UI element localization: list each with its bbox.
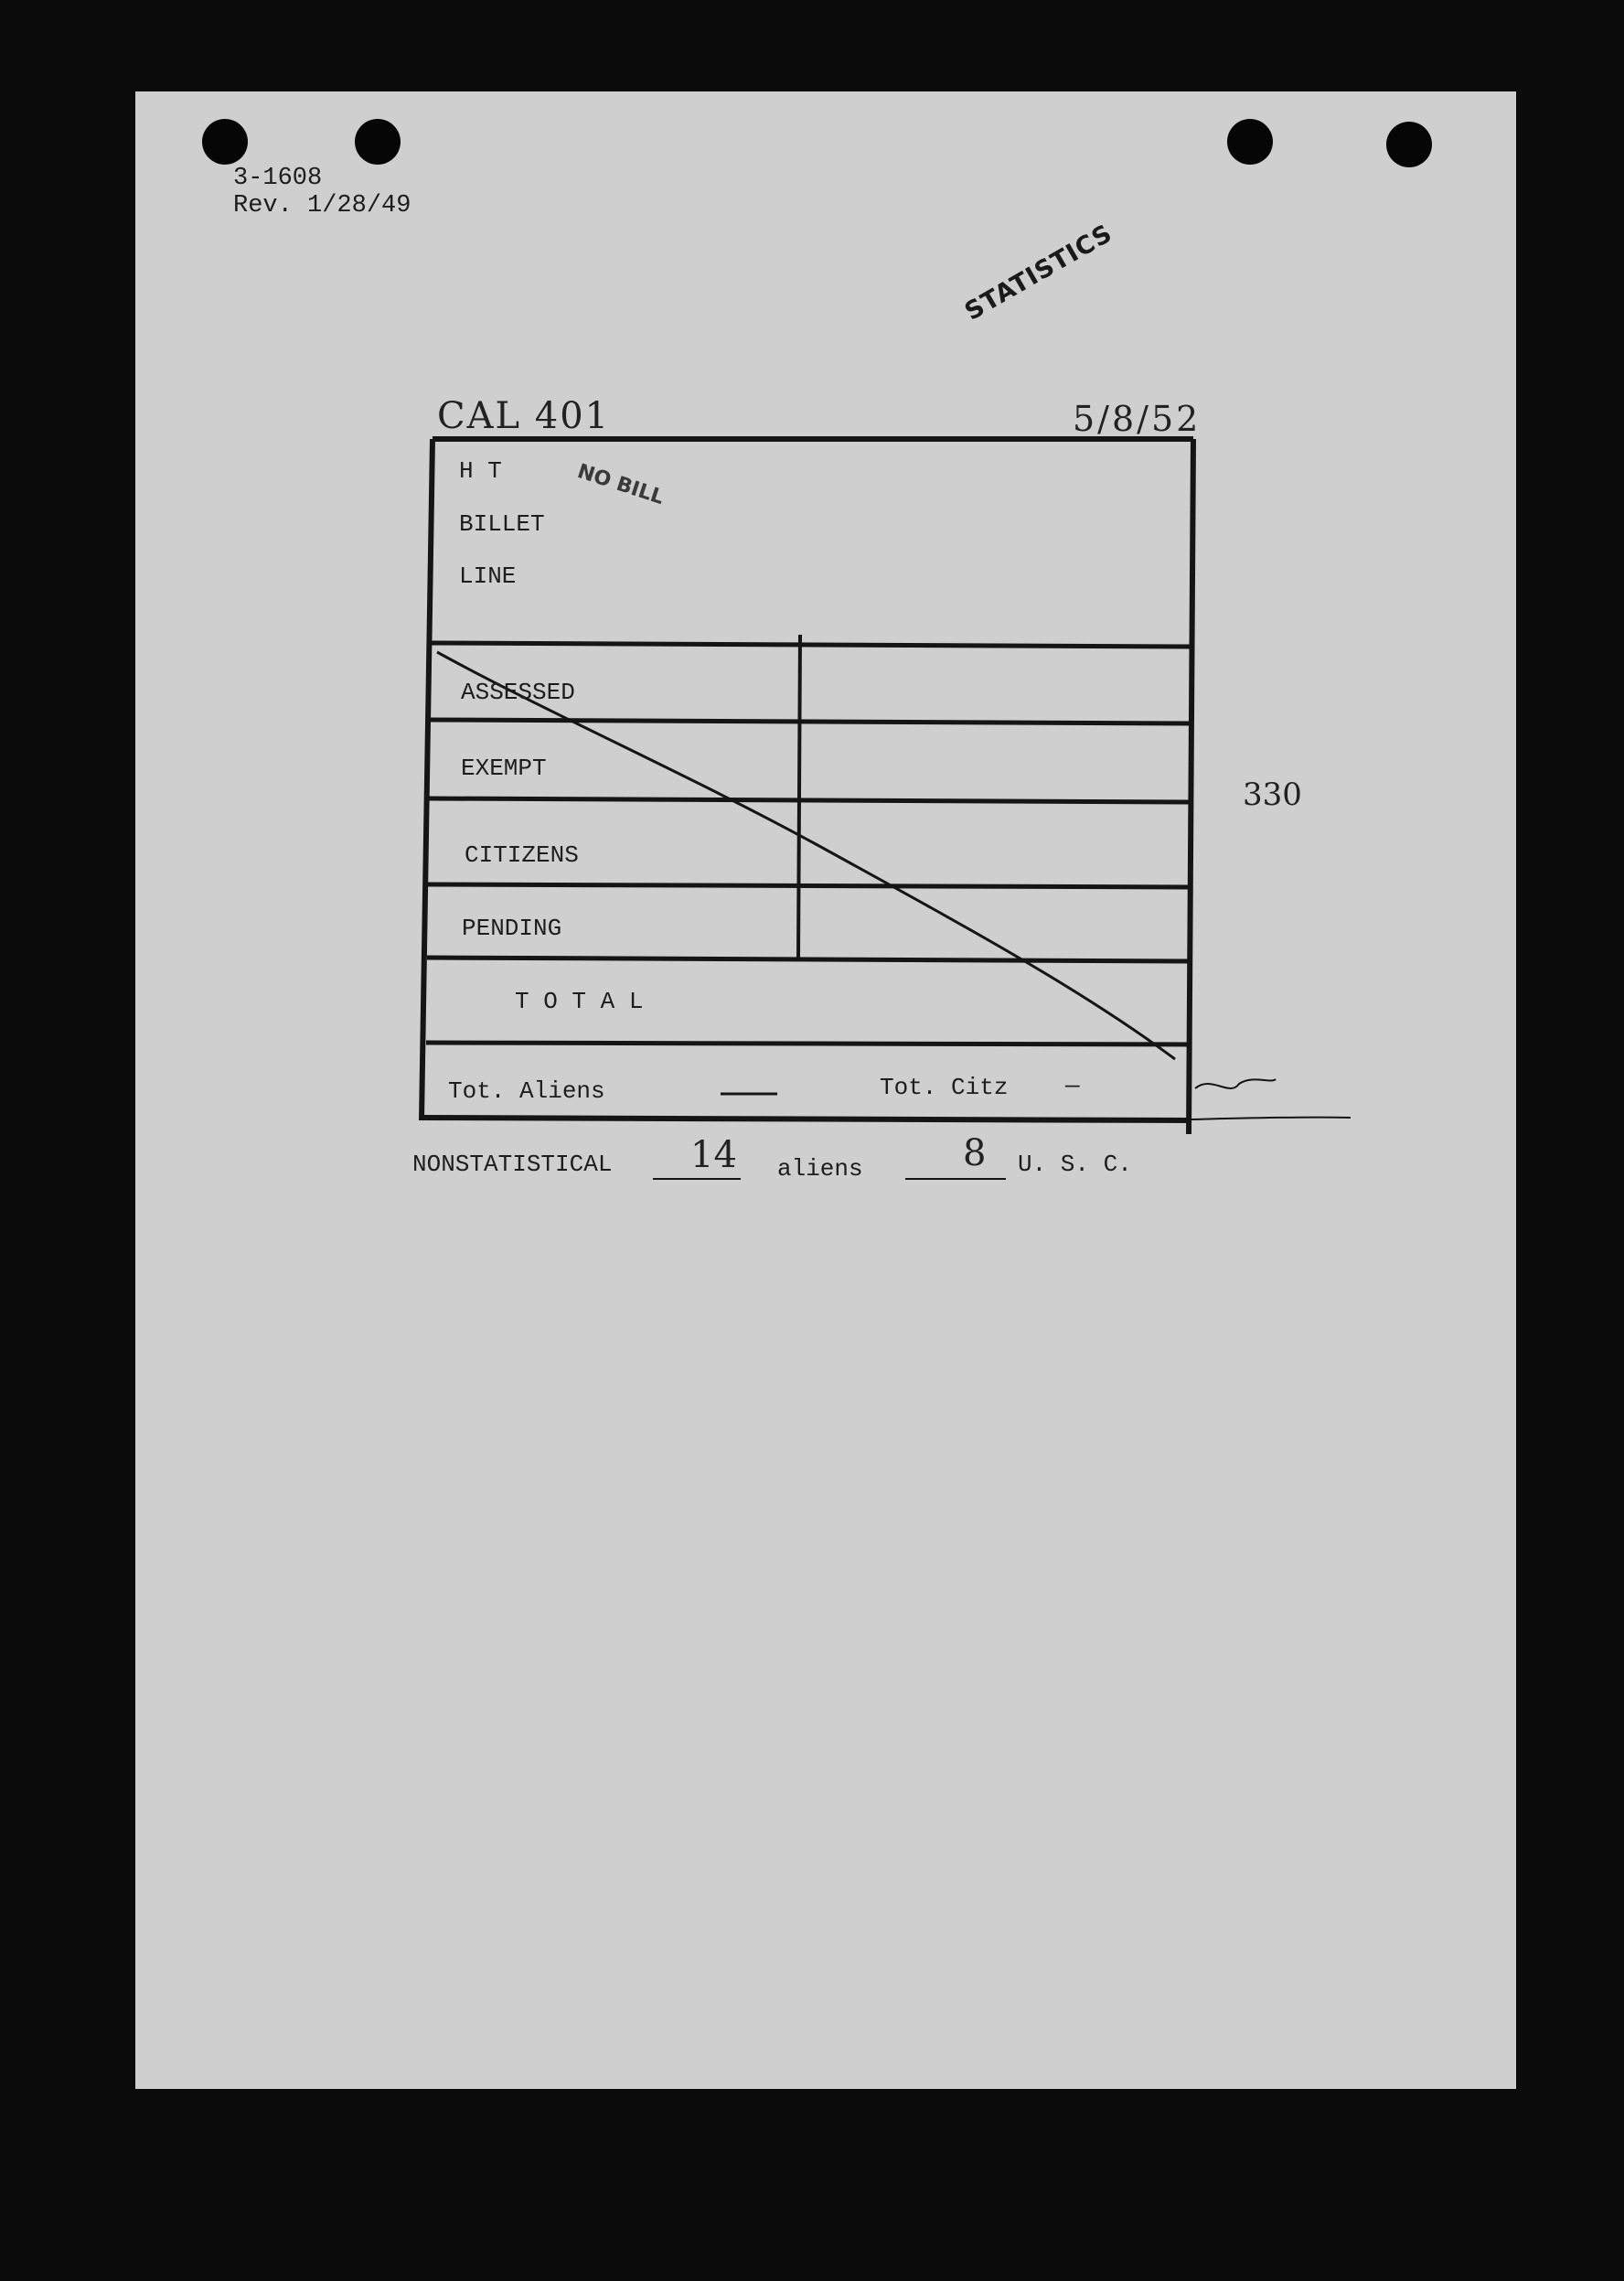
punch-hole-1 bbox=[202, 119, 248, 165]
usc-count: 8 bbox=[963, 1132, 987, 1174]
form-row-exempt: EXEMPT bbox=[461, 755, 547, 782]
statistics-stamp: STATISTICS bbox=[960, 219, 1117, 327]
form-row-ht: H T bbox=[459, 457, 502, 485]
punch-hole-4 bbox=[1386, 122, 1432, 167]
ship-code: CAL 401 bbox=[437, 395, 611, 437]
form-row-citizens: CITIZENS bbox=[465, 841, 579, 869]
aliens-label: aliens bbox=[777, 1155, 863, 1183]
punch-hole-2 bbox=[355, 119, 401, 165]
no-bill-stamp: NO BILL bbox=[574, 460, 667, 509]
form-row-billet: BILLET bbox=[459, 510, 545, 538]
handwritten-date: 5/8/52 bbox=[1073, 399, 1202, 439]
document-page bbox=[135, 91, 1516, 2089]
nonstatistical-label: NONSTATISTICAL bbox=[412, 1151, 613, 1178]
form-revision: Rev. 1/28/49 bbox=[233, 192, 411, 220]
form-row-total: T O T A L bbox=[515, 988, 644, 1015]
usc-label: U. S. C. bbox=[1018, 1151, 1132, 1178]
tot-citz-value: — bbox=[1065, 1072, 1080, 1099]
form-number: 3-1608 bbox=[233, 165, 323, 192]
punch-hole-3 bbox=[1227, 119, 1273, 165]
form-row-pending: PENDING bbox=[462, 915, 562, 942]
margin-number: 330 bbox=[1243, 776, 1302, 813]
form-row-line: LINE bbox=[459, 562, 517, 590]
tot-aliens-label: Tot. Aliens bbox=[448, 1077, 605, 1105]
aliens-count: 14 bbox=[690, 1134, 737, 1176]
form-row-assessed: ASSESSED bbox=[461, 679, 575, 706]
tot-citz-label: Tot. Citz bbox=[880, 1074, 1009, 1101]
